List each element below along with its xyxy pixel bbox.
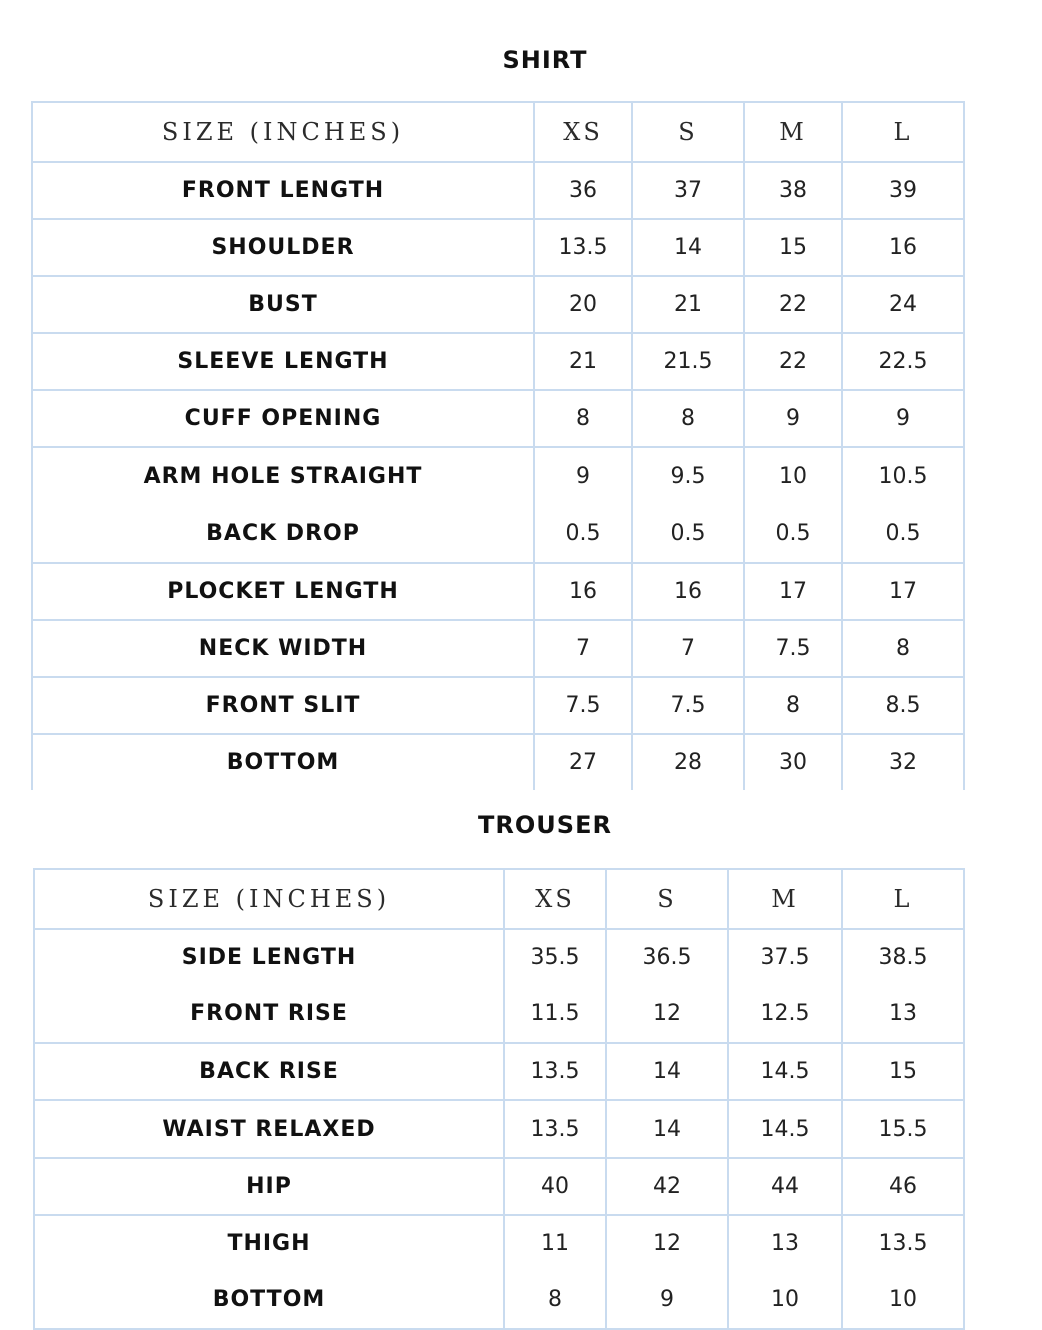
cell-value: 8: [632, 390, 744, 447]
cell-value: 8: [744, 677, 842, 734]
row-label: BACK RISE: [34, 1043, 504, 1100]
header-size-xs: XS: [534, 102, 632, 162]
cell-value: 38.5: [878, 945, 928, 970]
cell-value-group: [744, 447, 842, 563]
cell-value: 10.5: [878, 464, 928, 489]
cell-value: 13: [771, 1231, 799, 1256]
cell-value: 15: [842, 1043, 964, 1100]
cell-value: 7: [632, 620, 744, 677]
cell-value: 46: [842, 1158, 964, 1215]
row-label: SLEEVE LENGTH: [32, 333, 534, 390]
cell-value: 0.5: [565, 521, 601, 546]
cell-value-group: [606, 1215, 728, 1329]
cell-value-group: [632, 447, 744, 563]
cell-value: 14: [632, 219, 744, 276]
row-label: WAIST RELAXED: [34, 1100, 504, 1158]
cell-value: 36: [534, 162, 632, 219]
cell-value: 0.5: [885, 521, 921, 546]
cell-value: 8: [842, 620, 964, 677]
cell-value-group: [534, 447, 632, 563]
cell-value: 37.5: [760, 945, 810, 970]
shirt-size-table: [31, 101, 965, 790]
row-label: CUFF OPENING: [32, 390, 534, 447]
cell-value: 14.5: [728, 1100, 842, 1158]
row-label: FRONT RISE: [190, 1001, 348, 1026]
cell-value: 10: [889, 1287, 917, 1312]
header-size-label: SIZE (INCHES): [34, 869, 504, 929]
cell-value: 40: [504, 1158, 606, 1215]
row-label: SIDE LENGTH: [181, 945, 357, 970]
row-label-group: [34, 929, 504, 1043]
cell-value: 36.5: [642, 945, 692, 970]
row-label: BACK DROP: [206, 521, 360, 546]
cell-value: 8.5: [842, 677, 964, 734]
header-size-label: SIZE (INCHES): [32, 102, 534, 162]
cell-value: 0.5: [775, 521, 811, 546]
cell-value: 24: [842, 276, 964, 333]
cell-value-group: [728, 1215, 842, 1329]
table-header-row: [34, 869, 964, 929]
cell-value: 16: [842, 219, 964, 276]
cell-value: 9: [744, 390, 842, 447]
header-size-xs: XS: [504, 869, 606, 929]
cell-value: 9.5: [670, 464, 706, 489]
trouser-size-table: [33, 868, 965, 1330]
cell-value: 9: [576, 464, 590, 489]
header-size-l: L: [842, 869, 964, 929]
table-row: [32, 677, 964, 734]
cell-value: 13.5: [534, 219, 632, 276]
cell-value: 13.5: [878, 1231, 928, 1256]
table-row: [32, 620, 964, 677]
cell-value: 8: [534, 390, 632, 447]
header-size-m: M: [728, 869, 842, 929]
cell-value-group: [842, 929, 964, 1043]
cell-value: 42: [606, 1158, 728, 1215]
cell-value: 0.5: [670, 521, 706, 546]
row-label: SHOULDER: [32, 219, 534, 276]
cell-value: 21: [534, 333, 632, 390]
row-label: THIGH: [227, 1231, 311, 1256]
table-header-row: [32, 102, 964, 162]
cell-value-group: [504, 1215, 606, 1329]
cell-value-group: [606, 929, 728, 1043]
row-label: BUST: [32, 276, 534, 333]
row-label: NECK WIDTH: [32, 620, 534, 677]
cell-value-group: [842, 1215, 964, 1329]
row-label: FRONT LENGTH: [32, 162, 534, 219]
cell-value: 13.5: [504, 1043, 606, 1100]
row-label-group: [32, 447, 534, 563]
cell-value: 14: [606, 1043, 728, 1100]
cell-value: 17: [744, 563, 842, 620]
table-row: [34, 1043, 964, 1100]
cell-value: 35.5: [530, 945, 580, 970]
table-row: [34, 1158, 964, 1215]
cell-value: 10: [771, 1287, 799, 1312]
cell-value-group: [504, 929, 606, 1043]
cell-value: 14.5: [728, 1043, 842, 1100]
cell-value: 16: [534, 563, 632, 620]
cell-value: 39: [842, 162, 964, 219]
cell-value: 37: [632, 162, 744, 219]
table-row-merged: [34, 929, 964, 1043]
cell-value: 22: [744, 333, 842, 390]
row-label: ARM HOLE STRAIGHT: [143, 464, 423, 489]
cell-value: 13.5: [504, 1100, 606, 1158]
cell-value: 30: [744, 734, 842, 790]
cell-value: 15: [744, 219, 842, 276]
cell-value: 22.5: [842, 333, 964, 390]
shirt-title: SHIRT: [502, 46, 588, 74]
table-row: [32, 390, 964, 447]
cell-value: 27: [534, 734, 632, 790]
cell-value: 28: [632, 734, 744, 790]
table-row: [32, 563, 964, 620]
row-label: HIP: [34, 1158, 504, 1215]
table-row-merged: [32, 447, 964, 563]
header-size-m: M: [744, 102, 842, 162]
trouser-title: TROUSER: [478, 811, 612, 839]
cell-value: 12: [653, 1231, 681, 1256]
table-row: [34, 1100, 964, 1158]
table-row: [32, 734, 964, 790]
cell-value: 9: [842, 390, 964, 447]
cell-value: 16: [632, 563, 744, 620]
row-label: FRONT SLIT: [32, 677, 534, 734]
cell-value: 7.5: [632, 677, 744, 734]
row-label: BOTTOM: [32, 734, 534, 790]
header-size-s: S: [606, 869, 728, 929]
cell-value: 11.5: [530, 1001, 580, 1026]
header-size-l: L: [842, 102, 964, 162]
cell-value: 7: [534, 620, 632, 677]
cell-value: 9: [660, 1287, 674, 1312]
cell-value: 15.5: [842, 1100, 964, 1158]
table-row: [32, 333, 964, 390]
table-row: [32, 219, 964, 276]
cell-value-group: [728, 929, 842, 1043]
cell-value: 12: [653, 1001, 681, 1026]
cell-value: 32: [842, 734, 964, 790]
cell-value: 44: [728, 1158, 842, 1215]
cell-value: 7.5: [744, 620, 842, 677]
cell-value-group: [842, 447, 964, 563]
table-row: [32, 276, 964, 333]
cell-value: 12.5: [760, 1001, 810, 1026]
cell-value: 8: [548, 1287, 562, 1312]
header-size-s: S: [632, 102, 744, 162]
cell-value: 17: [842, 563, 964, 620]
cell-value: 38: [744, 162, 842, 219]
row-label: BOTTOM: [212, 1287, 326, 1312]
cell-value: 20: [534, 276, 632, 333]
cell-value: 10: [779, 464, 807, 489]
cell-value: 14: [606, 1100, 728, 1158]
cell-value: 7.5: [534, 677, 632, 734]
row-label-group: [34, 1215, 504, 1329]
row-label: PLOCKET LENGTH: [32, 563, 534, 620]
cell-value: 13: [889, 1001, 917, 1026]
table-row-merged: [34, 1215, 964, 1329]
cell-value: 11: [541, 1231, 569, 1256]
cell-value: 21: [632, 276, 744, 333]
cell-value: 22: [744, 276, 842, 333]
table-row: [32, 162, 964, 219]
cell-value: 21.5: [632, 333, 744, 390]
